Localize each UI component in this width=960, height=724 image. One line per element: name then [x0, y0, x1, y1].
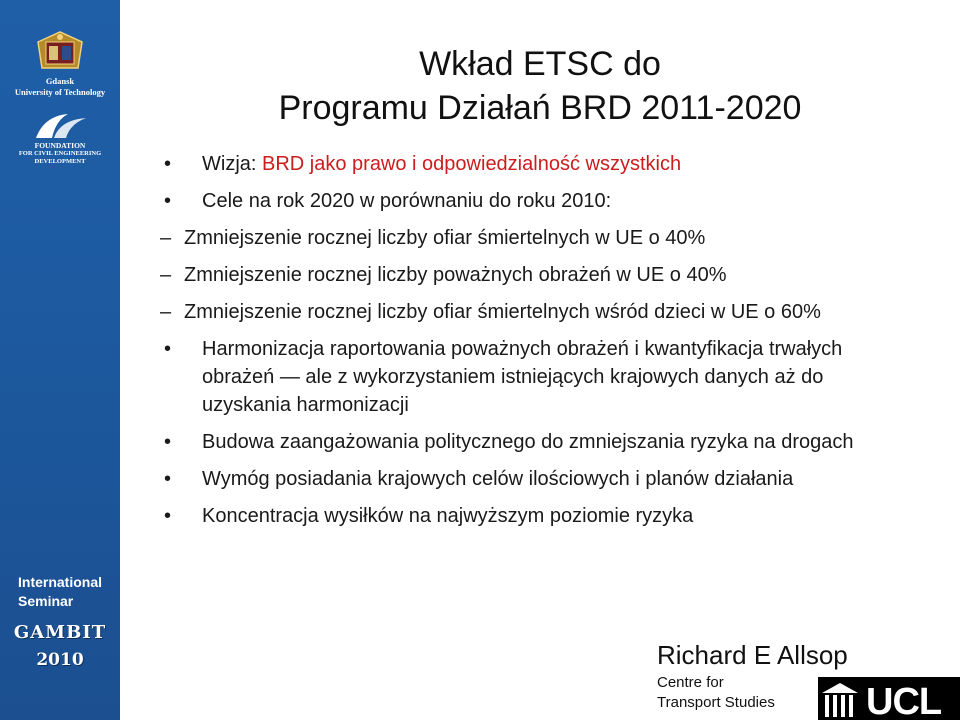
title-line-1: Wkład ETSC do [419, 45, 661, 83]
university-crest-icon [32, 28, 88, 72]
slide-title [190, 42, 890, 130]
bullet-national-targets: • Wymóg posiadania krajowych celów ilościowych i planów działania [160, 465, 920, 493]
vision-highlight: BRD jako prawo i odpowiedzialność wszystkich [262, 153, 682, 175]
bullet-high-risk-focus: • Koncentracja wysiłków na najwyższym poziomie ryzyka [160, 502, 920, 530]
author-name: Richard E Allsop [657, 640, 848, 670]
ucl-wordmark: UCL [866, 681, 942, 723]
bullet-vision: • Wizja: BRD jako prawo i odpowiedzialność wszystkich [160, 150, 920, 178]
bullet-list [160, 150, 920, 530]
bullet-goals: • Cele na rok 2020 w porównaniu do roku 2010: [160, 187, 920, 215]
dash-marker: – [160, 301, 172, 323]
bullet-harmonization: • Harmonizacja raportowania poważnych obrażeń i kwantyfikacja trwałych obrażeń — ale z wykorzystaniem istniejących krajowych danych aż do uzyskania harmonizacji [160, 335, 902, 419]
university-name: Gdansk University of Technology [14, 76, 106, 97]
event-name: GAMBIT [13, 622, 107, 643]
title-line-2: Programu Działań BRD 2011-2020 [278, 89, 802, 127]
seminar-label: International Seminar [18, 574, 103, 609]
bullet-political-commitment: • Budowa zaangażowania politycznego do zmniejszania ryzyka na drogach [160, 428, 902, 456]
sub-item-serious-injuries: – Zmniejszenie rocznej liczby poważnych obrażeń w UE o 40% [160, 261, 920, 289]
sidebar [0, 0, 120, 720]
dash-marker: – [160, 264, 172, 286]
sub-item-fatalities: – Zmniejszenie rocznej liczby ofiar śmiertelnych w UE o 40% [160, 224, 920, 252]
event-year: 2010 [36, 650, 84, 670]
foundation-name: FOUNDATION FOR CIVIL ENGINEERING DEVELOPMENT [18, 141, 102, 165]
department: Centre for Transport Studies [657, 674, 775, 711]
dash-marker: – [160, 227, 172, 249]
foundation-logo-icon [34, 110, 88, 140]
ucl-portico-icon [822, 683, 858, 717]
ucl-logo [818, 677, 960, 723]
sub-item-child-fatalities: – Zmniejszenie rocznej liczby ofiar śmiertelnych wśród dzieci w UE o 60% [160, 298, 884, 326]
